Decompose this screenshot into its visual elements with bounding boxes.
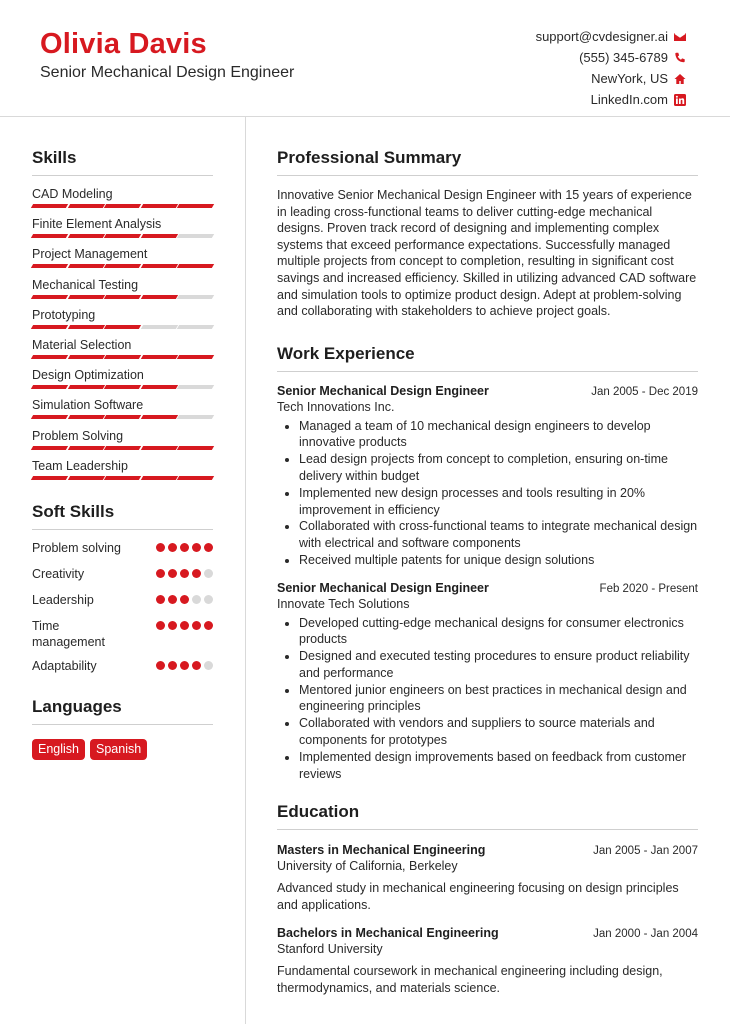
envelope-icon [674,31,686,43]
skill-level-segment [67,385,104,389]
skill-level-segment [177,476,214,480]
summary-heading: Professional Summary [277,148,698,176]
rating-dot [168,543,177,552]
job-company: Innovate Tech Solutions [277,596,410,611]
skill-level-segment [177,415,214,419]
job-header [277,384,698,398]
skill-level-segment [104,476,141,480]
skill-level-bar [32,325,213,329]
rating-dot [156,621,165,630]
job-bullet: • Implemented new design processes and tools resulting in 20% improvement in efficiency [299,485,698,518]
rating-dot [204,661,213,670]
rating-dot [168,595,177,604]
skill-level-segment [104,204,141,208]
job-bullet: • Collaborated with vendors and suppliers to source materials and components for prototypes [299,715,698,748]
skill-name: Problem Solving [32,428,124,443]
contact-location-text: NewYork, US [591,71,668,86]
degree-name: Bachelors in Mechanical Engineering [277,926,499,941]
education-heading: Education [277,802,698,830]
skill-level-segment [141,415,178,419]
skill-level-segment [104,446,141,450]
skill-item [32,363,213,393]
skill-level-segment [67,295,104,299]
skill-level-segment [31,295,68,299]
rating-dot [192,621,201,630]
education-date: Jan 2000 - Jan 2004 [593,928,698,941]
skill-level-segment [104,355,141,359]
skill-level-segment [67,415,104,419]
rating-dot [168,621,177,630]
experience-heading: Work Experience [277,344,698,372]
job-bullet: • Lead design projects from concept to completion, ensuring on-time delivery within budget [299,451,698,484]
column-divider [245,117,246,1024]
skill-level-bar [32,446,213,450]
skill-level-segment [31,385,68,389]
skill-level-segment [31,325,68,329]
job-bullet: • Developed cutting-edge mechanical designs for consumer electronics products [299,615,698,648]
job-bullets [277,418,698,569]
rating-dot [192,595,201,604]
skill-name: Mechanical Testing [32,277,139,292]
skill-level-bar [32,264,213,268]
soft-skill-item [32,592,213,613]
soft-skill-rating [156,543,213,552]
skill-level-segment [104,325,141,329]
phone-icon [674,52,686,64]
rating-dot [156,595,165,604]
skill-item [32,454,213,484]
rating-dot [180,595,189,604]
resume-header [0,0,730,117]
skill-item [32,242,213,272]
rating-dot [192,543,201,552]
skill-level-segment [141,325,178,329]
skill-level-segment [177,355,214,359]
skill-level-segment [177,295,214,299]
soft-skill-name: Leadership [32,592,94,607]
soft-skill-rating [156,621,213,630]
education-header [277,926,698,940]
home-icon [674,73,686,85]
job-bullet: • Collaborated with cross-functional teams to integrate mechanical design with electrical and software components [299,518,698,551]
skill-name: Team Leadership [32,458,128,473]
linkedin-icon [674,94,686,106]
languages-list [32,739,213,760]
skill-level-segment [104,234,141,238]
skill-level-segment [141,264,178,268]
skill-level-segment [67,355,104,359]
education-header [277,843,698,857]
contact-location [536,68,686,89]
skill-level-segment [31,264,68,268]
skill-level-segment [141,476,178,480]
skill-level-bar [32,415,213,419]
skill-level-segment [31,204,68,208]
skill-name: CAD Modeling [32,187,113,201]
soft-skill-item [32,618,213,650]
skill-name: Project Management [32,247,148,262]
skills-list [32,182,213,484]
rating-dot [156,569,165,578]
right-column [277,148,698,997]
skill-level-segment [177,204,214,208]
skill-level-bar [32,234,213,238]
skill-level-segment [104,264,141,268]
contact-phone[interactable] [536,47,686,68]
summary-text: Innovative Senior Mechanical Design Engineer with 15 years of experience in leading cross-functional teams to deliver cutting-edge mechanical designs. Proven track record of designing and implementing complex systems that exceed performance expectations. Successfully managed multiple projects from concept to completion, resulting in significant cost savings and increased efficiency. Skilled in utilizing advanced CAD software and simulation tools to optimize product design. Adept at problem-solving and collaborating with stakeholders to achieve project goals. [277,188,697,319]
skill-level-segment [141,355,178,359]
skill-level-segment [141,295,178,299]
skill-level-bar [32,355,213,359]
soft-skill-item [32,540,213,561]
rating-dot [180,621,189,630]
soft-skill-item [32,658,213,679]
skill-item [32,303,213,333]
skill-level-segment [104,385,141,389]
rating-dot [180,543,189,552]
rating-dot [204,543,213,552]
job-bullet: • Designed and executed testing procedures to ensure product reliability and performance [299,648,698,681]
skill-level-segment [177,446,214,450]
skill-level-segment [104,295,141,299]
soft-skill-name: Time management [32,618,105,649]
school-name: Stanford University [277,942,383,957]
soft-skill-name: Adaptability [32,658,97,673]
education-entry [277,843,698,913]
skill-level-segment [67,204,104,208]
skill-name: Design Optimization [32,368,144,383]
skill-item [32,333,213,363]
skill-item [32,212,213,242]
skill-level-bar [32,385,213,389]
skill-level-segment [31,355,68,359]
skill-level-segment [177,234,214,238]
education-list [277,843,698,996]
rating-dot [204,621,213,630]
education-entry [277,926,698,996]
skills-heading: Skills [32,148,213,176]
rating-dot [180,569,189,578]
job-bullet: • Mentored junior engineers on best practices in mechanical design and engineering principles [299,682,698,715]
job-date: Jan 2005 - Dec 2019 [591,385,698,398]
candidate-title: Senior Mechanical Design Engineer [40,64,295,81]
contact-phone-text: (555) 345-6789 [579,50,668,65]
soft-skills-heading: Soft Skills [32,502,213,530]
skill-name: Material Selection [32,337,132,352]
contact-list [536,26,686,110]
skill-level-segment [104,415,141,419]
education-description: Fundamental coursework in mechanical engineering including design, thermodynamics, and materials science. [277,964,663,995]
soft-skill-name: Creativity [32,566,85,581]
skill-level-segment [177,325,214,329]
skill-item [32,182,213,212]
soft-skill-rating [156,569,213,578]
skill-level-segment [141,385,178,389]
rating-dot [168,569,177,578]
skill-level-bar [32,204,213,208]
skill-level-segment [67,234,104,238]
skill-name: Prototyping [32,307,96,322]
skill-name: Simulation Software [32,398,144,413]
skill-level-segment [177,385,214,389]
skill-level-segment [141,204,178,208]
job-company: Tech Innovations Inc. [277,399,395,414]
languages-heading: Languages [32,697,213,725]
job-bullet: • Managed a team of 10 mechanical design engineers to develop innovative products [299,418,698,451]
contact-linkedin[interactable] [536,89,686,110]
contact-linkedin-text: LinkedIn.com [590,92,668,107]
job-bullets [277,615,698,783]
job-role: Senior Mechanical Design Engineer [277,580,489,595]
rating-dot [156,661,165,670]
rating-dot [204,595,213,604]
skill-level-bar [32,295,213,299]
skill-item [32,424,213,454]
skill-item [32,393,213,423]
experience-list [277,384,698,782]
rating-dot [156,543,165,552]
job-entry [277,384,698,569]
soft-skill-rating [156,595,213,604]
education-description: Advanced study in mechanical engineering focusing on design principles and applications. [277,881,679,912]
contact-email[interactable] [536,26,686,47]
skill-level-segment [31,234,68,238]
contact-email-text: support@cvdesigner.ai [535,29,668,44]
rating-dot [192,569,201,578]
language-badge: English [32,739,85,760]
skill-level-segment [31,415,68,419]
skill-level-segment [141,446,178,450]
rating-dot [204,569,213,578]
soft-skill-rating [156,661,213,670]
education-date: Jan 2005 - Jan 2007 [593,845,698,858]
job-bullet: • Received multiple patents for unique design solutions [299,552,698,569]
rating-dot [180,661,189,670]
skill-level-segment [141,234,178,238]
skill-level-segment [67,446,104,450]
degree-name: Masters in Mechanical Engineering [277,843,486,858]
school-name: University of California, Berkeley [277,859,458,874]
job-bullet: • Implemented design improvements based on feedback from customer reviews [299,749,698,782]
skill-level-segment [67,325,104,329]
soft-skill-name: Problem solving [32,540,121,555]
language-badge: Spanish [90,739,147,760]
skill-level-segment [67,264,104,268]
job-header [277,581,698,595]
skill-level-segment [31,446,68,450]
rating-dot [168,661,177,670]
skill-level-segment [67,476,104,480]
candidate-name: Olivia Davis [40,28,207,60]
skill-item [32,273,213,303]
skill-name: Finite Element Analysis [32,217,162,232]
job-date: Feb 2020 - Present [599,582,698,595]
job-role: Senior Mechanical Design Engineer [277,383,489,398]
soft-skill-item [32,566,213,587]
skill-level-segment [177,264,214,268]
left-column [32,148,213,760]
job-entry [277,581,698,783]
skill-level-segment [31,476,68,480]
rating-dot [192,661,201,670]
skill-level-bar [32,476,213,480]
soft-skills-list [32,540,213,679]
